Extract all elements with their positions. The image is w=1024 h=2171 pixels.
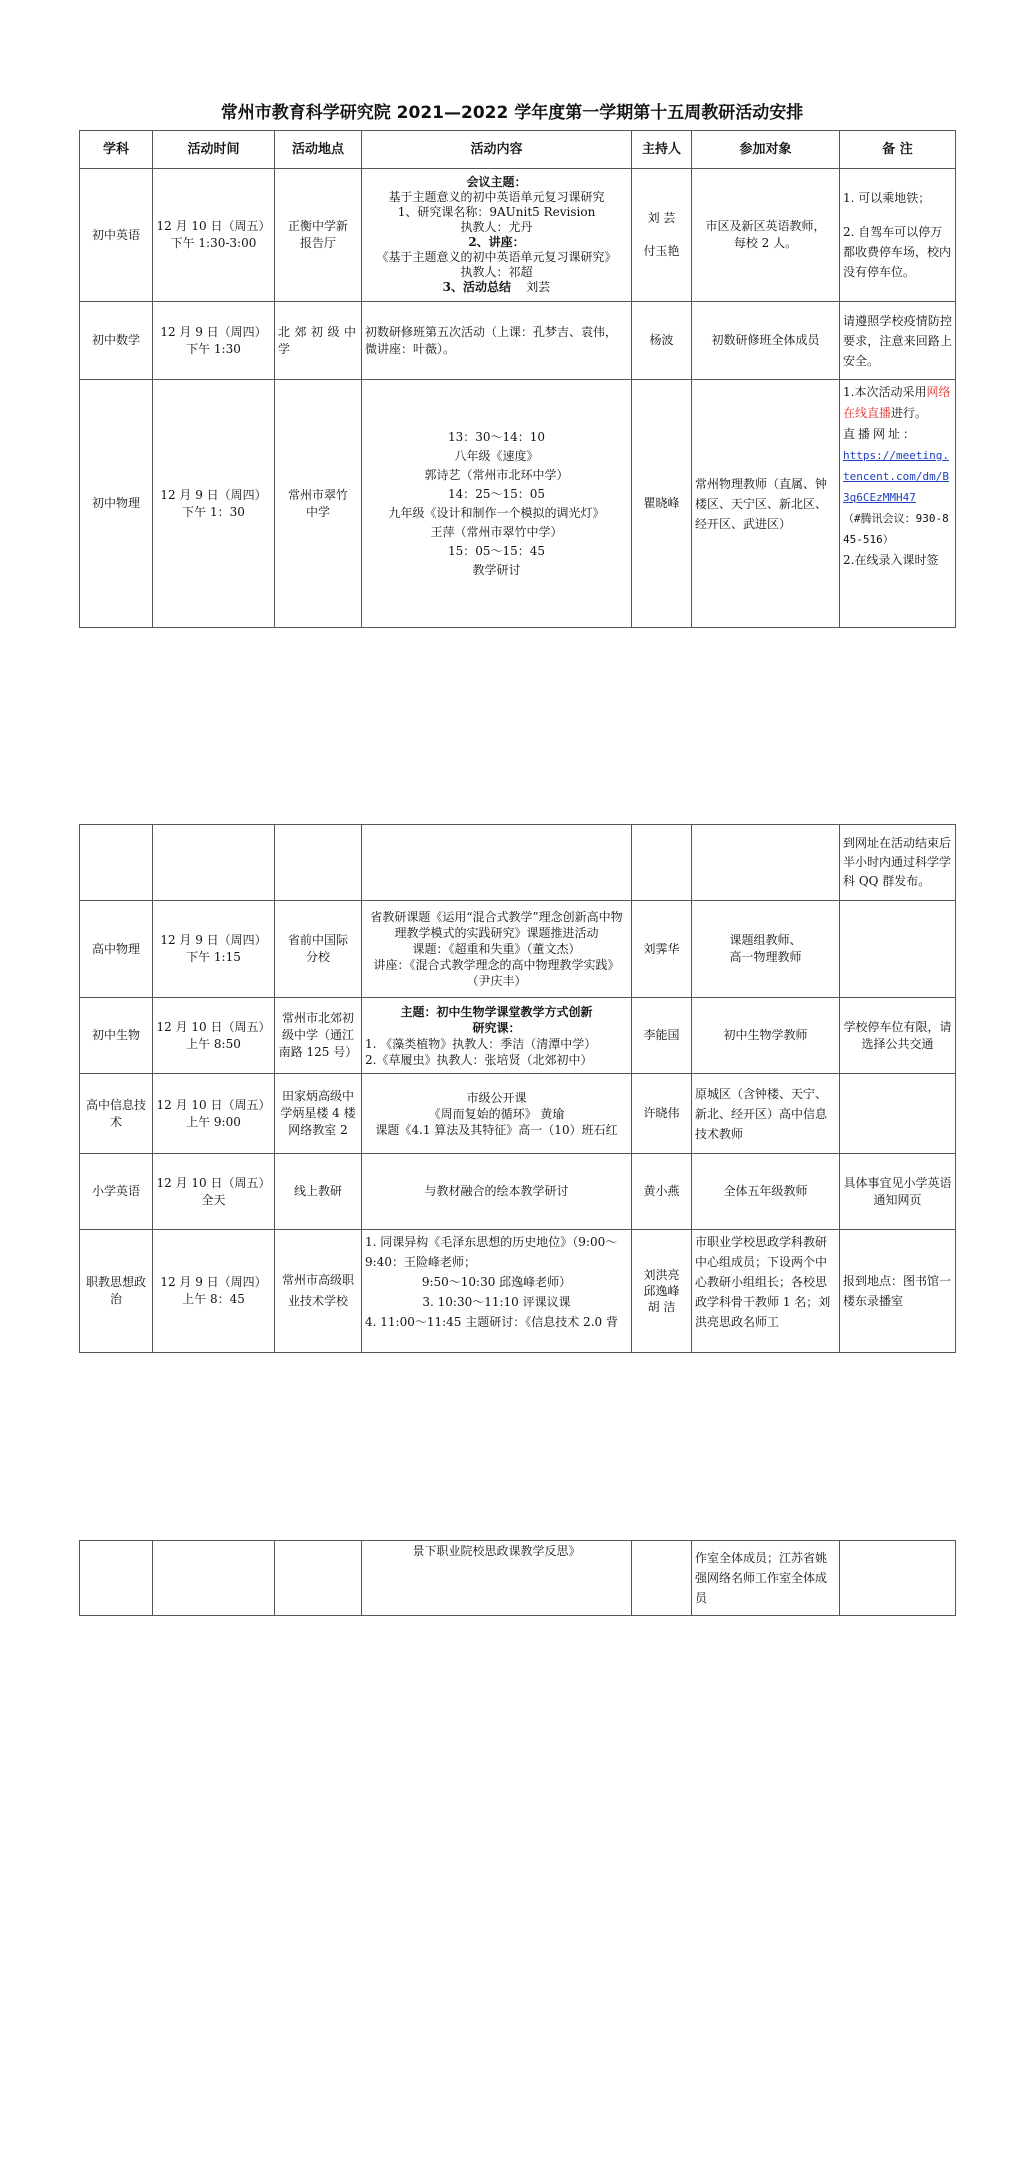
target-cell: 原城区（含钟楼、天宁、新北、经开区）高中信息技术教师 (692, 1074, 840, 1154)
host-cell: 刘霁华 (632, 901, 692, 998)
time-cell: 12 月 10 日（周五） 下午 1:30-3:00 (153, 169, 275, 302)
host-cell: 刘洪亮 邱逸峰 胡 洁 (632, 1230, 692, 1353)
note-cell (840, 901, 956, 998)
header-time: 活动时间 (153, 131, 275, 169)
target-cell: 作室全体成员；江苏省姚强网络名师工作室全体成员 (692, 1541, 840, 1616)
place-cell: 田家炳高级中学炳星楼 4 楼网络教室 2 (275, 1074, 362, 1154)
content-cell: 初数研修班第五次活动（上课：孔梦吉、袁伟，微讲座：叶薇）。 (362, 302, 632, 380)
live-stream-link[interactable]: https://meeting.tencent.com/dm/B3q6CEzMMH47 (843, 449, 949, 504)
table-row (80, 1074, 956, 1154)
target-cell: 市区及新区英语教师， 每校 2 人。 (692, 169, 840, 302)
time-cell: 12 月 9 日（周四） 上午 8：45 (153, 1230, 275, 1353)
schedule-table-part-1 (79, 130, 956, 628)
header-target: 参加对象 (692, 131, 840, 169)
content-cell: 景下职业院校思政课教学反思》 (362, 1541, 632, 1616)
host-cell: 杨波 (632, 302, 692, 380)
table-row (80, 998, 956, 1074)
place-cell: 北郊初级中学 (275, 302, 362, 380)
time-cell: 12 月 9 日（周四） 下午 1：30 (153, 380, 275, 628)
time-cell: 12 月 9 日（周四） 下午 1:15 (153, 901, 275, 998)
table-row (80, 1154, 956, 1230)
note-cell: 1. 可以乘地铁； 2. 自驾车可以停万都收费停车场，校内没有停车位。 (840, 169, 956, 302)
time-cell: 12 月 10 日（周五） 全天 (153, 1154, 275, 1230)
target-cell: 初中生物学教师 (692, 998, 840, 1074)
host-cell: 刘 芸 付玉艳 (632, 169, 692, 302)
header-note: 备 注 (840, 131, 956, 169)
target-cell: 市职业学校思政学科教研中心组成员；下设两个中心教研小组组长；各校思政学科骨干教师 1 名；刘洪亮思政名师工 (692, 1230, 840, 1353)
subject-cell: 高中物理 (80, 901, 153, 998)
place-cell: 省前中国际 分校 (275, 901, 362, 998)
place-cell: 常州市北郊初级中学（通江南路 125 号） (275, 998, 362, 1074)
subject-cell: 初中物理 (80, 380, 153, 628)
target-cell: 初数研修班全体成员 (692, 302, 840, 380)
host-cell: 黄小燕 (632, 1154, 692, 1230)
content-cell: 主题：初中生物学课堂教学方式创新 研究课： 1. 《藻类植物》执教人：季洁（清潭中学） 2.《草履虫》执教人：张培贤（北郊初中） (362, 998, 632, 1074)
subject-cell: 初中数学 (80, 302, 153, 380)
table-row (80, 302, 956, 380)
content-cell: 13：30～14：10 八年级《速度》 郭诗艺（常州市北环中学） 14：25～15：05 九年级《设计和制作一个模拟的调光灯》 王萍（常州市翠竹中学） 15：05～15：45 教学研讨 (362, 380, 632, 628)
place-cell: 正衡中学新 报告厅 (275, 169, 362, 302)
place-cell: 常州市高级职业技术学校 (275, 1230, 362, 1353)
host-cell: 李能国 (632, 998, 692, 1074)
header-subject: 学科 (80, 131, 153, 169)
place-cell: 线上教研 (275, 1154, 362, 1230)
note-cell: 请遵照学校疫情防控要求，注意来回路上安全。 (840, 302, 956, 380)
time-cell: 12 月 10 日（周五） 上午 8:50 (153, 998, 275, 1074)
note-cell: 具体事宜见小学英语通知网页 (840, 1154, 956, 1230)
table-row (80, 169, 956, 302)
time-cell: 12 月 10 日（周五） 上午 9:00 (153, 1074, 275, 1154)
page-title: 常州市教育科学研究院 2021—2022 学年度第一学期第十五周教研活动安排 (220, 103, 804, 123)
table-row (80, 1230, 956, 1353)
place-cell: 常州市翠竹 中学 (275, 380, 362, 628)
content-cell: 市级公开课 《周而复始的循环》 黄瑜 课题《4.1 算法及其特征》高一（10）班石红 (362, 1074, 632, 1154)
target-cell: 常州物理教师（直属、钟楼区、天宁区、新北区、经开区、武进区） (692, 380, 840, 628)
table-row (80, 1541, 956, 1616)
content-cell: 1. 同课异构《毛泽东思想的历史地位》（9:00～9:40：王险峰老师； 9:50～10:30 邱逸峰老师） 3. 10:30～11:10 评课议课 4. 11:00～11:45 主题研讨：《信息技术 2.0 背 (362, 1230, 632, 1353)
note-cell: 1.本次活动采用网络在线直播进行。 直播网址： https://meeting.tencent.com/dm/B3q6CEzMMH47 （#腾讯会议：930-845-516） 2.在线录入课时签 (840, 380, 956, 628)
target-cell: 课题组教师、 高一物理教师 (692, 901, 840, 998)
header-host: 主持人 (632, 131, 692, 169)
content-cell: 会议主题： 基于主题意义的初中英语单元复习课研究 1、研究课名称：9AUnit5 Revision 执教人：尤丹 2、讲座： 《基于主题意义的初中英语单元复习课研究》 执教人：祁超 3、活动总结 刘芸 (362, 169, 632, 302)
table-row (80, 380, 956, 628)
subject-cell: 小学英语 (80, 1154, 153, 1230)
subject-cell: 初中英语 (80, 169, 153, 302)
schedule-table-part-2 (79, 824, 956, 1353)
subject-cell: 职教思想政治 (80, 1230, 153, 1353)
target-cell: 全体五年级教师 (692, 1154, 840, 1230)
table-row (80, 825, 956, 901)
header-place: 活动地点 (275, 131, 362, 169)
header-content: 活动内容 (362, 131, 632, 169)
host-cell: 许晓伟 (632, 1074, 692, 1154)
note-cell (840, 1074, 956, 1154)
time-cell: 12 月 9 日（周四） 下午 1:30 (153, 302, 275, 380)
note-cell: 报到地点：图书馆一楼东录播室 (840, 1230, 956, 1353)
host-cell: 瞿晓峰 (632, 380, 692, 628)
subject-cell: 初中生物 (80, 998, 153, 1074)
content-cell: 省教研课题《运用“混合式教学”理念创新高中物理教学模式的实践研究》课题推进活动 课题：《超重和失重》（董文杰） 讲座：《混合式教学理念的高中物理教学实践》（尹庆丰） (362, 901, 632, 998)
subject-cell: 高中信息技术 (80, 1074, 153, 1154)
note-cell: 到网址在活动结束后半小时内通过科学学科 QQ 群发布。 (840, 825, 956, 901)
note-cell: 学校停车位有限，请选择公共交通 (840, 998, 956, 1074)
schedule-table-part-3 (79, 1540, 956, 1616)
content-cell: 与教材融合的绘本教学研讨 (362, 1154, 632, 1230)
table-header-row (80, 131, 956, 169)
table-row (80, 901, 956, 998)
